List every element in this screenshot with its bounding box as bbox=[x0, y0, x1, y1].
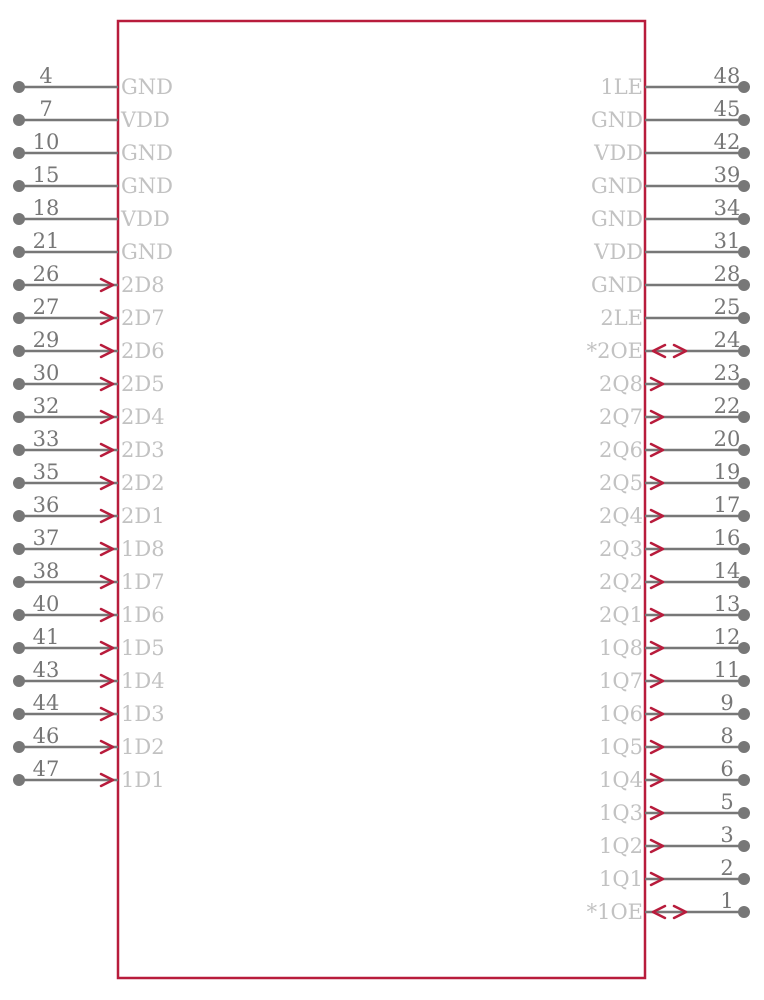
pin-label: 1D8 bbox=[121, 537, 165, 561]
pin-label: 2D3 bbox=[121, 438, 165, 462]
pin-number: 13 bbox=[713, 592, 741, 616]
pin-connection-dot bbox=[13, 642, 25, 654]
pin-number: 28 bbox=[713, 262, 741, 286]
pin-connection-dot bbox=[738, 840, 750, 852]
pin-connection-dot bbox=[738, 774, 750, 786]
pin-label: 1D6 bbox=[121, 603, 165, 627]
pin-number: 32 bbox=[32, 394, 60, 418]
pin-label: 2Q8 bbox=[599, 372, 643, 396]
pin-number: 34 bbox=[713, 196, 741, 220]
pin-number: 42 bbox=[713, 130, 741, 154]
pin-number: 1 bbox=[720, 889, 734, 913]
pin-label: 2Q1 bbox=[599, 603, 643, 627]
pin-label: 2D8 bbox=[121, 273, 165, 297]
pin-connection-dot bbox=[13, 774, 25, 786]
pin-connection-dot bbox=[738, 906, 750, 918]
pin-number: 5 bbox=[720, 790, 734, 814]
pin-connection-dot bbox=[738, 873, 750, 885]
pin-number: 2 bbox=[720, 856, 734, 880]
pin-label: 1D4 bbox=[121, 669, 165, 693]
pin-label: 1Q4 bbox=[599, 768, 643, 792]
pin-label: 1Q6 bbox=[599, 702, 643, 726]
pin-label: *2OE bbox=[586, 339, 643, 363]
pin-number: 48 bbox=[713, 64, 741, 88]
pin-label: GND bbox=[591, 174, 643, 198]
pin-connection-dot bbox=[738, 741, 750, 753]
pin-connection-dot bbox=[13, 279, 25, 291]
pin-connection-dot bbox=[13, 576, 25, 588]
pin-label: 1D5 bbox=[121, 636, 165, 660]
pin-label: 2Q4 bbox=[599, 504, 643, 528]
pin-number: 10 bbox=[32, 130, 60, 154]
pin-number: 29 bbox=[32, 328, 60, 352]
pin-connection-dot bbox=[13, 675, 25, 687]
pin-label: 1D3 bbox=[121, 702, 165, 726]
pin-connection-dot bbox=[13, 444, 25, 456]
pin-label: GND bbox=[121, 141, 173, 165]
pin-label: VDD bbox=[121, 108, 170, 132]
pin-number: 41 bbox=[32, 625, 60, 649]
pin-label: 2D4 bbox=[121, 405, 165, 429]
pin-number: 12 bbox=[713, 625, 741, 649]
pin-label: 1Q3 bbox=[599, 801, 643, 825]
pin-label: 1Q8 bbox=[599, 636, 643, 660]
pin-number: 24 bbox=[713, 328, 741, 352]
pin-label: 2Q7 bbox=[599, 405, 643, 429]
pin-label: 2Q3 bbox=[599, 537, 643, 561]
pin-label: 1Q1 bbox=[599, 867, 643, 891]
pin-label: GND bbox=[591, 108, 643, 132]
pin-number: 19 bbox=[713, 460, 741, 484]
pin-label: 2D5 bbox=[121, 372, 165, 396]
pin-number: 36 bbox=[32, 493, 60, 517]
pin-label: 2D6 bbox=[121, 339, 165, 363]
pin-label: 2LE bbox=[600, 306, 643, 330]
pin-label: GND bbox=[121, 240, 173, 264]
pin-number: 20 bbox=[713, 427, 741, 451]
pin-connection-dot bbox=[13, 609, 25, 621]
pin-label: VDD bbox=[594, 141, 643, 165]
pin-number: 7 bbox=[39, 97, 53, 121]
pin-number: 33 bbox=[32, 427, 60, 451]
pin-number: 35 bbox=[32, 460, 60, 484]
pin-number: 14 bbox=[713, 559, 741, 583]
pin-label: 1LE bbox=[600, 75, 643, 99]
pin-number: 46 bbox=[32, 724, 60, 748]
pin-number: 18 bbox=[32, 196, 60, 220]
pin-connection-dot bbox=[13, 345, 25, 357]
pin-number: 23 bbox=[713, 361, 741, 385]
pin-connection-dot bbox=[13, 741, 25, 753]
pin-label: 1D1 bbox=[121, 768, 165, 792]
pin-connection-dot bbox=[13, 246, 25, 258]
left-pin-group bbox=[13, 64, 173, 792]
pin-label: 2D2 bbox=[121, 471, 165, 495]
pin-label: 1D7 bbox=[121, 570, 165, 594]
pin-connection-dot bbox=[13, 213, 25, 225]
pin-number: 43 bbox=[32, 658, 60, 682]
pin-number: 15 bbox=[32, 163, 60, 187]
pin-label: 2Q2 bbox=[599, 570, 643, 594]
pin-label: 1Q2 bbox=[599, 834, 643, 858]
pin-number: 39 bbox=[713, 163, 741, 187]
pin-number: 8 bbox=[720, 724, 734, 748]
pin-connection-dot bbox=[13, 312, 25, 324]
pin-label: GND bbox=[121, 75, 173, 99]
pin-label: VDD bbox=[121, 207, 170, 231]
pin-connection-dot bbox=[13, 114, 25, 126]
pin-number: 30 bbox=[32, 361, 60, 385]
pin-connection-dot bbox=[13, 510, 25, 522]
pin-label: VDD bbox=[594, 240, 643, 264]
pin-number: 11 bbox=[713, 658, 741, 682]
pin-number: 40 bbox=[32, 592, 60, 616]
pin-connection-dot bbox=[13, 477, 25, 489]
pin-label: 2Q5 bbox=[599, 471, 643, 495]
pin-connection-dot bbox=[13, 411, 25, 423]
pin-number: 9 bbox=[720, 691, 734, 715]
pin-label: GND bbox=[591, 207, 643, 231]
pin-label: 1D2 bbox=[121, 735, 165, 759]
pin-number: 45 bbox=[713, 97, 741, 121]
component-body bbox=[118, 21, 645, 978]
pin-number: 3 bbox=[720, 823, 734, 847]
pin-number: 22 bbox=[713, 394, 741, 418]
pin-label: GND bbox=[121, 174, 173, 198]
pin-connection-dot bbox=[13, 81, 25, 93]
pin-label: GND bbox=[591, 273, 643, 297]
pin-number: 21 bbox=[32, 229, 60, 253]
pin-number: 27 bbox=[32, 295, 60, 319]
pin-number: 25 bbox=[713, 295, 741, 319]
pin-label: 2D1 bbox=[121, 504, 165, 528]
pin-number: 44 bbox=[32, 691, 60, 715]
pin-number: 47 bbox=[32, 757, 60, 781]
pin-number: 6 bbox=[720, 757, 734, 781]
pin-connection-dot bbox=[13, 708, 25, 720]
pin-number: 4 bbox=[39, 64, 53, 88]
pin-connection-dot bbox=[13, 180, 25, 192]
pin-connection-dot bbox=[738, 807, 750, 819]
pin-label: 2D7 bbox=[121, 306, 165, 330]
pin-number: 38 bbox=[32, 559, 60, 583]
pin-connection-dot bbox=[13, 378, 25, 390]
pin-connection-dot bbox=[738, 708, 750, 720]
pin-number: 26 bbox=[32, 262, 60, 286]
pin-number: 31 bbox=[713, 229, 741, 253]
pin-number: 37 bbox=[32, 526, 60, 550]
pin-number: 17 bbox=[713, 493, 741, 517]
pin-label: 1Q5 bbox=[599, 735, 643, 759]
pin-label: 1Q7 bbox=[599, 669, 643, 693]
pin-label: 2Q6 bbox=[599, 438, 643, 462]
pin-connection-dot bbox=[13, 147, 25, 159]
pin-number: 16 bbox=[713, 526, 741, 550]
pin-connection-dot bbox=[13, 543, 25, 555]
pin-label: *1OE bbox=[586, 900, 643, 924]
